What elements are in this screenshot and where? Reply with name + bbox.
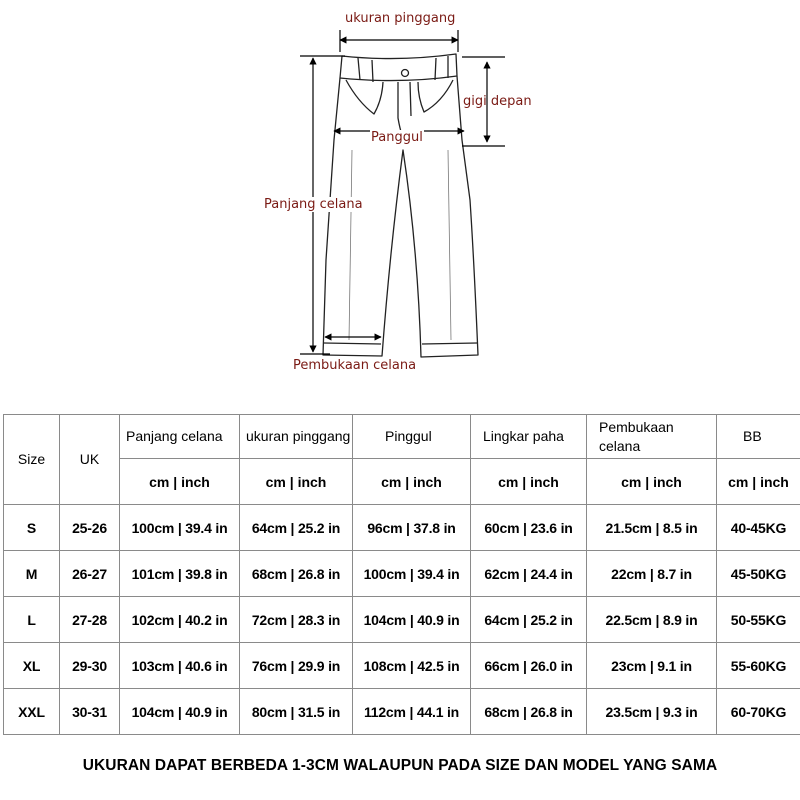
cell-waist: 80cm | 31.5 in bbox=[240, 689, 353, 735]
cell-waist: 64cm | 25.2 in bbox=[240, 505, 353, 551]
cell-size: XL bbox=[4, 643, 60, 689]
cell-weight: 40-45KG bbox=[717, 505, 800, 551]
header-thigh: Lingkar paha bbox=[471, 415, 587, 459]
cell-opening: 22cm | 8.7 in bbox=[587, 551, 717, 597]
cell-opening: 22.5cm | 8.9 in bbox=[587, 597, 717, 643]
cell-opening: 21.5cm | 8.5 in bbox=[587, 505, 717, 551]
cell-hip: 96cm | 37.8 in bbox=[353, 505, 471, 551]
cell-waist: 68cm | 26.8 in bbox=[240, 551, 353, 597]
cell-hip: 108cm | 42.5 in bbox=[353, 643, 471, 689]
waist-label: ukuran pinggang bbox=[345, 11, 456, 26]
cell-size: XXL bbox=[4, 689, 60, 735]
pants-measurement-diagram bbox=[0, 0, 800, 390]
cell-uk: 26-27 bbox=[60, 551, 120, 597]
front-rise-label: gigi depan bbox=[463, 94, 532, 109]
cell-length: 102cm | 40.2 in bbox=[120, 597, 240, 643]
header-waist: ukuran pinggang bbox=[240, 415, 353, 459]
unit-hip: cm | inch bbox=[353, 459, 471, 505]
header-hip: Pinggul bbox=[353, 415, 471, 459]
cell-weight: 60-70KG bbox=[717, 689, 800, 735]
pants-illustration bbox=[0, 0, 800, 390]
cell-hip: 104cm | 40.9 in bbox=[353, 597, 471, 643]
cell-size: S bbox=[4, 505, 60, 551]
length-label: Panjang celana bbox=[264, 197, 363, 212]
cell-thigh: 64cm | 25.2 in bbox=[471, 597, 587, 643]
size-chart-table bbox=[3, 414, 800, 735]
table-header-row bbox=[4, 415, 800, 459]
unit-weight: cm | inch bbox=[717, 459, 800, 505]
header-weight: BB bbox=[717, 415, 800, 459]
cell-size: L bbox=[4, 597, 60, 643]
cell-thigh: 66cm | 26.0 in bbox=[471, 643, 587, 689]
header-opening: Pembukaan celana bbox=[587, 415, 717, 459]
cell-hip: 100cm | 39.4 in bbox=[353, 551, 471, 597]
cell-length: 103cm | 40.6 in bbox=[120, 643, 240, 689]
leg-opening-label: Pembukaan celana bbox=[293, 358, 417, 373]
table-row bbox=[4, 689, 800, 735]
cell-weight: 45-50KG bbox=[717, 551, 800, 597]
hip-label: Panggul bbox=[371, 130, 423, 145]
cell-waist: 72cm | 28.3 in bbox=[240, 597, 353, 643]
cell-waist: 76cm | 29.9 in bbox=[240, 643, 353, 689]
header-length: Panjang celana bbox=[120, 415, 240, 459]
cell-thigh: 68cm | 26.8 in bbox=[471, 689, 587, 735]
cell-hip: 112cm | 44.1 in bbox=[353, 689, 471, 735]
unit-thigh: cm | inch bbox=[471, 459, 587, 505]
unit-length: cm | inch bbox=[120, 459, 240, 505]
cell-length: 101cm | 39.8 in bbox=[120, 551, 240, 597]
cell-uk: 27-28 bbox=[60, 597, 120, 643]
unit-opening: cm | inch bbox=[587, 459, 717, 505]
table-row bbox=[4, 505, 800, 551]
footer-note: UKURAN DAPAT BERBEDA 1-3CM WALAUPUN PADA SIZE DAN MODEL YANG SAMA bbox=[82, 757, 718, 774]
header-uk: UK bbox=[60, 415, 120, 505]
table-row bbox=[4, 643, 800, 689]
cell-size: M bbox=[4, 551, 60, 597]
cell-weight: 55-60KG bbox=[717, 643, 800, 689]
cell-weight: 50-55KG bbox=[717, 597, 800, 643]
cell-opening: 23cm | 9.1 in bbox=[587, 643, 717, 689]
cell-uk: 30-31 bbox=[60, 689, 120, 735]
table-row bbox=[4, 597, 800, 643]
cell-length: 100cm | 39.4 in bbox=[120, 505, 240, 551]
table-row bbox=[4, 551, 800, 597]
cell-thigh: 60cm | 23.6 in bbox=[471, 505, 587, 551]
cell-length: 104cm | 40.9 in bbox=[120, 689, 240, 735]
header-size: Size bbox=[4, 415, 60, 505]
cell-thigh: 62cm | 24.4 in bbox=[471, 551, 587, 597]
cell-uk: 29-30 bbox=[60, 643, 120, 689]
unit-waist: cm | inch bbox=[240, 459, 353, 505]
cell-uk: 25-26 bbox=[60, 505, 120, 551]
cell-opening: 23.5cm | 9.3 in bbox=[587, 689, 717, 735]
table-unit-row bbox=[4, 459, 800, 505]
